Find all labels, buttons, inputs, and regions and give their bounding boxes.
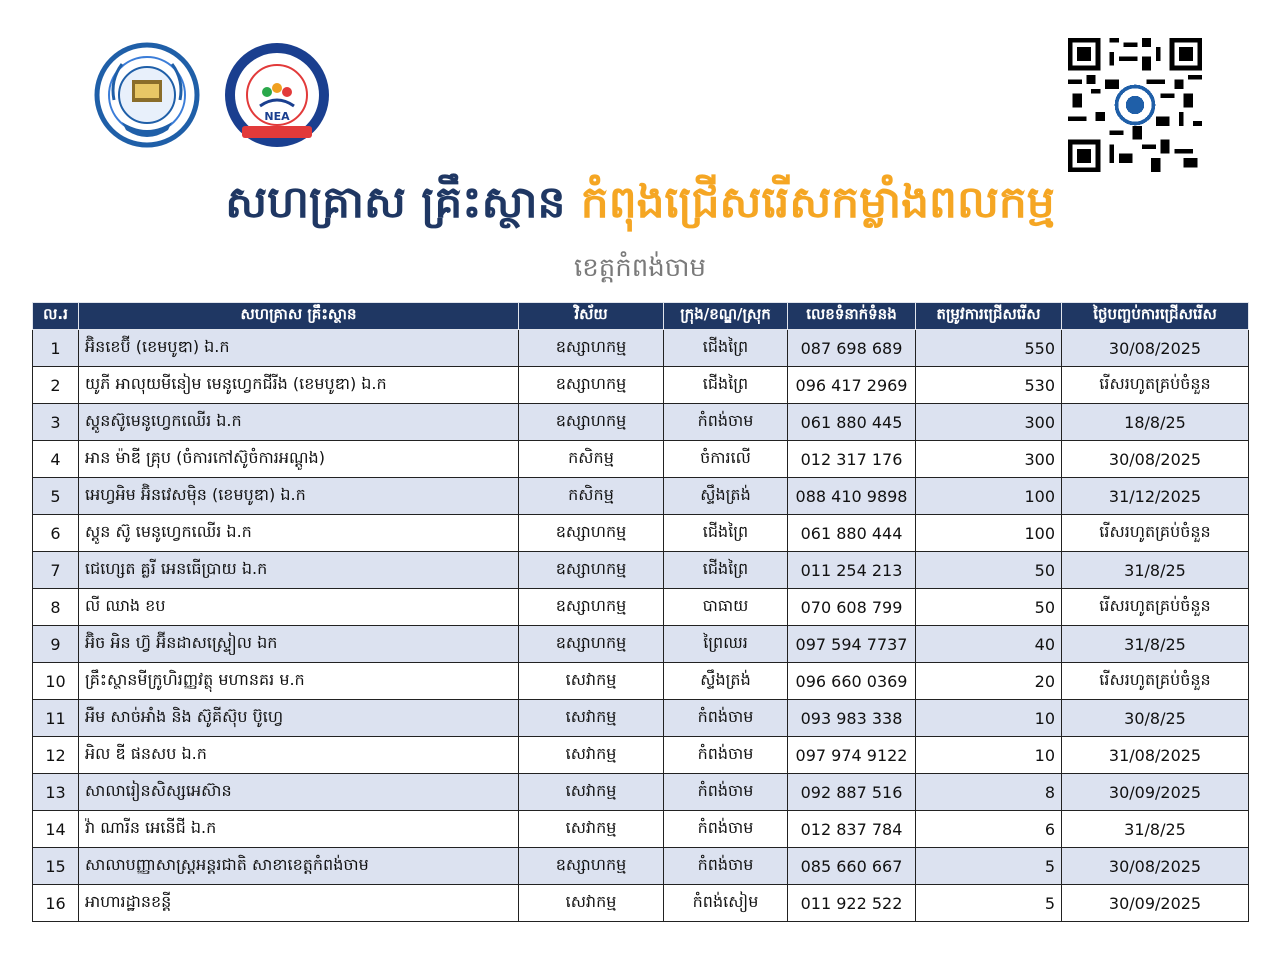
table-row (33, 478, 1249, 515)
cell-phone: 088 410 9898 (788, 478, 916, 515)
cell-district: កំពង់ចាម (664, 774, 788, 811)
cell-sector: ឧស្សាហកម្ម (519, 404, 664, 441)
cell-sector: សេវាកម្ម (519, 663, 664, 700)
page-subtitle: ខេត្តកំពង់ចាម (573, 253, 707, 283)
table-row (33, 441, 1249, 478)
cell-district: កំពង់ចាម (664, 700, 788, 737)
cell-sector: ឧស្សាហកម្ម (519, 589, 664, 626)
title-part1: សហគ្រាស គ្រឹះស្ថាន (225, 177, 566, 228)
cell-company: អ៊ិនខេប៊ី (ខេមបូឌា) ឯ.ក (79, 330, 519, 367)
cell-district: ស្ទឹងត្រង់ (664, 478, 788, 515)
cell-no: 2 (33, 367, 79, 404)
table-row (33, 811, 1249, 848)
cell-demand: 20 (916, 663, 1062, 700)
cell-district: ជើងព្រៃ (664, 515, 788, 552)
cell-deadline: រើសរហូតគ្រប់ចំនួន (1062, 589, 1249, 626)
cell-no: 15 (33, 848, 79, 885)
cell-phone: 011 922 522 (788, 885, 916, 922)
cell-demand: 6 (916, 811, 1062, 848)
logo-group (92, 40, 332, 150)
table-row (33, 330, 1249, 367)
cell-deadline: រើសរហូតគ្រប់ចំនួន (1062, 515, 1249, 552)
cell-sector: ឧស្សាហកម្ម (519, 330, 664, 367)
cell-sector: ឧស្សាហកម្ម (519, 367, 664, 404)
cell-district: ជើងព្រៃ (664, 552, 788, 589)
cell-sector: ឧស្សាហកម្ម (519, 552, 664, 589)
cell-demand: 300 (916, 441, 1062, 478)
cell-sector: កសិកម្ម (519, 478, 664, 515)
cell-district: ជើងព្រៃ (664, 367, 788, 404)
cell-demand: 550 (916, 330, 1062, 367)
cell-demand: 8 (916, 774, 1062, 811)
cell-district: បាធាយ (664, 589, 788, 626)
cell-company: យូភី អាលុយមីនៀម មេនូហ្វេកជីរីង (ខេមបូឌា) ឯ.ក (79, 367, 519, 404)
table-row (33, 848, 1249, 885)
cell-company: សាលារៀនសិស្សអេស៊ាន (79, 774, 519, 811)
table-header-row (33, 303, 1249, 330)
header-district: ក្រុង/ខណ្ឌ/ស្រុក (664, 303, 788, 330)
table-row (33, 367, 1249, 404)
table-row (33, 737, 1249, 774)
cell-sector: ឧស្សាហកម្ម (519, 515, 664, 552)
ministry-seal-icon (92, 40, 202, 150)
cell-district: កំពង់ចាម (664, 737, 788, 774)
table-row (33, 515, 1249, 552)
cell-demand: 50 (916, 552, 1062, 589)
cell-deadline: 31/8/25 (1062, 626, 1249, 663)
cell-company: សាលាបញ្ញាសាស្ត្រអន្តរជាតិ សាខាខេត្តកំពង់ចាម (79, 848, 519, 885)
cell-no: 7 (33, 552, 79, 589)
table-row (33, 774, 1249, 811)
cell-company: អាហារដ្ឋានខន្តី (79, 885, 519, 922)
cell-district: កំពង់ចាម (664, 811, 788, 848)
cell-company: ជេហ្សេត គ្លរី អេនធើប្រាយ ឯ.ក (79, 552, 519, 589)
cell-phone: 096 660 0369 (788, 663, 916, 700)
cell-company: អិល ឌី ផនសប ឯ.ក (79, 737, 519, 774)
cell-demand: 300 (916, 404, 1062, 441)
cell-company: អេហ្វអិម អ៊ិនវេសម៉ិន (ខេមបូឌា) ឯ.ក (79, 478, 519, 515)
table-row (33, 404, 1249, 441)
nea-logo-text: NEA (264, 110, 290, 123)
cell-deadline: 30/09/2025 (1062, 885, 1249, 922)
table-row (33, 626, 1249, 663)
cell-district: កំពង់ចាម (664, 848, 788, 885)
cell-no: 10 (33, 663, 79, 700)
cell-sector: សេវាកម្ម (519, 737, 664, 774)
cell-sector: សេវាកម្ម (519, 811, 664, 848)
cell-no: 4 (33, 441, 79, 478)
cell-company: វ៉ា ណារីន អេនើជី ឯ.ក (79, 811, 519, 848)
cell-deadline: 31/8/25 (1062, 811, 1249, 848)
cell-demand: 10 (916, 700, 1062, 737)
cell-deadline: 18/8/25 (1062, 404, 1249, 441)
table-row (33, 885, 1249, 922)
cell-no: 16 (33, 885, 79, 922)
header-no: ល.រ (33, 303, 79, 330)
cell-no: 14 (33, 811, 79, 848)
cell-company: លី ឈាង ខប (79, 589, 519, 626)
header-company: សហគ្រាស គ្រឹះស្ថាន (79, 303, 519, 330)
cell-no: 13 (33, 774, 79, 811)
cell-no: 5 (33, 478, 79, 515)
cell-demand: 5 (916, 848, 1062, 885)
cell-sector: សេវាកម្ម (519, 774, 664, 811)
nea-logo-icon (222, 40, 332, 150)
cell-phone: 096 417 2969 (788, 367, 916, 404)
cell-demand: 50 (916, 589, 1062, 626)
cell-deadline: 31/8/25 (1062, 552, 1249, 589)
table-row (33, 663, 1249, 700)
cell-deadline: 31/08/2025 (1062, 737, 1249, 774)
cell-deadline: 30/08/2025 (1062, 848, 1249, 885)
cell-no: 1 (33, 330, 79, 367)
cell-deadline: 31/12/2025 (1062, 478, 1249, 515)
header-deadline: ថ្ងៃបញ្ចប់ការជ្រើសរើស (1062, 303, 1249, 330)
cell-no: 11 (33, 700, 79, 737)
cell-district: ព្រៃឈរ (664, 626, 788, 663)
cell-deadline: រើសរហូតគ្រប់ចំនួន (1062, 367, 1249, 404)
cell-district: កំពង់សៀម (664, 885, 788, 922)
cell-phone: 093 983 338 (788, 700, 916, 737)
table-row (33, 552, 1249, 589)
qr-code-icon (1068, 38, 1202, 172)
cell-phone: 012 317 176 (788, 441, 916, 478)
header-sector: វិស័យ (519, 303, 664, 330)
cell-district: ស្ទឹងត្រង់ (664, 663, 788, 700)
cell-phone: 085 660 667 (788, 848, 916, 885)
cell-company: អ៊ិច អិន ហ្វ៊ អ៊ីនដាសស្ទ្រៀល ឯក (79, 626, 519, 663)
jobs-table (32, 302, 1249, 922)
cell-no: 12 (33, 737, 79, 774)
cell-no: 8 (33, 589, 79, 626)
table-row (33, 700, 1249, 737)
cell-company: អាន ម៉ាឌី គ្រុប (ចំការកៅស៊ូចំការអណ្តូង) (79, 441, 519, 478)
cell-company: ស្តូន ស៊ូ មេនូហ្វេកឈើរ ឯ.ក (79, 515, 519, 552)
cell-demand: 530 (916, 367, 1062, 404)
cell-sector: សេវាកម្ម (519, 885, 664, 922)
title-part2: កំពុងជ្រើសរើសកម្លាំងពលកម្ម (580, 177, 1055, 228)
cell-demand: 100 (916, 478, 1062, 515)
cell-sector: សេវាកម្ម (519, 700, 664, 737)
cell-phone: 061 880 444 (788, 515, 916, 552)
cell-company: ស្តូនស៊ូមេនូហ្វេកឈើរ ឯ.ក (79, 404, 519, 441)
cell-sector: ឧស្សាហកម្ម (519, 848, 664, 885)
cell-deadline: 30/8/25 (1062, 700, 1249, 737)
table-row (33, 589, 1249, 626)
cell-phone: 097 974 9122 (788, 737, 916, 774)
cell-phone: 087 698 689 (788, 330, 916, 367)
page-title (0, 172, 1280, 234)
cell-company: គ្រឹះស្ថានមីក្រូហិរញ្ញវត្ថុ មហានគរ ម.ក (79, 663, 519, 700)
cell-no: 3 (33, 404, 79, 441)
cell-demand: 40 (916, 626, 1062, 663)
cell-phone: 061 880 445 (788, 404, 916, 441)
cell-deadline: រើសរហូតគ្រប់ចំនួន (1062, 663, 1249, 700)
header-phone: លេខទំនាក់ទំនង (788, 303, 916, 330)
header-demand: តម្រូវការជ្រើសរើស (916, 303, 1062, 330)
cell-company: អឺម សាច់អាំង និង ស៊ូគីស៊ុប ប៊ូហ្វេ (79, 700, 519, 737)
cell-district: កំពង់ចាម (664, 404, 788, 441)
cell-phone: 092 887 516 (788, 774, 916, 811)
cell-phone: 097 594 7737 (788, 626, 916, 663)
cell-phone: 070 608 799 (788, 589, 916, 626)
cell-district: ចំការលើ (664, 441, 788, 478)
cell-sector: កសិកម្ម (519, 441, 664, 478)
cell-deadline: 30/08/2025 (1062, 441, 1249, 478)
cell-sector: ឧស្សាហកម្ម (519, 626, 664, 663)
cell-phone: 012 837 784 (788, 811, 916, 848)
cell-deadline: 30/08/2025 (1062, 330, 1249, 367)
cell-district: ជើងព្រៃ (664, 330, 788, 367)
cell-deadline: 30/09/2025 (1062, 774, 1249, 811)
cell-demand: 100 (916, 515, 1062, 552)
cell-no: 9 (33, 626, 79, 663)
cell-demand: 10 (916, 737, 1062, 774)
cell-demand: 5 (916, 885, 1062, 922)
cell-phone: 011 254 213 (788, 552, 916, 589)
cell-no: 6 (33, 515, 79, 552)
